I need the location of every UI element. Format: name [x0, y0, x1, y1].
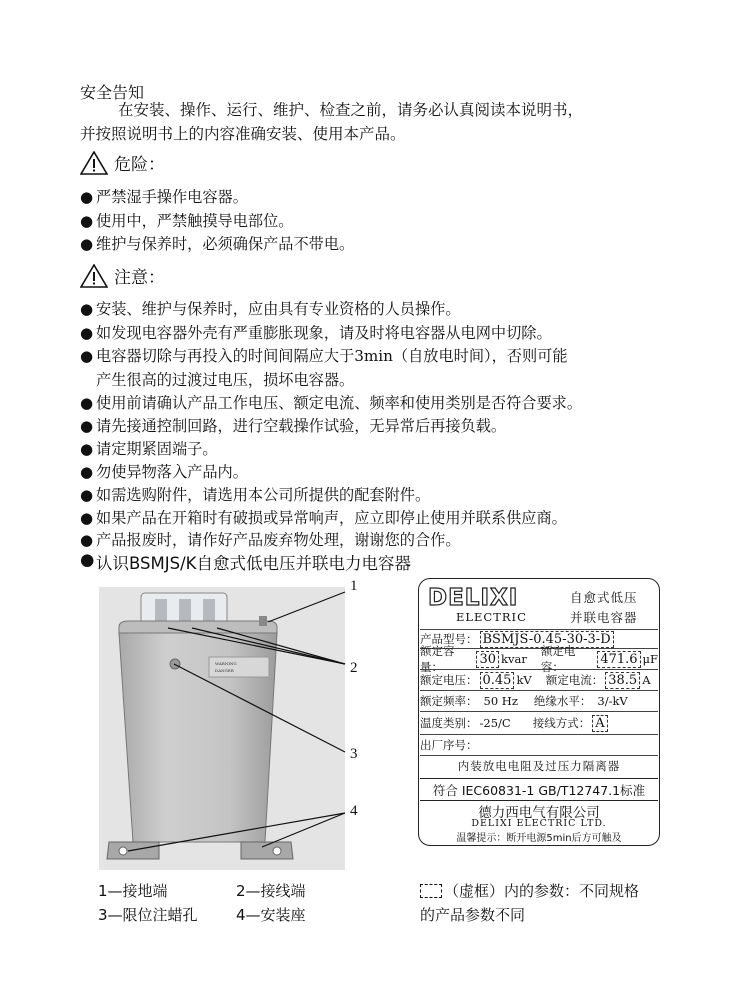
svg-text:DANGER: DANGER	[215, 668, 234, 673]
capacitor-illustration	[99, 587, 345, 870]
danger-item: ● 维护与保养时，必须确保产品不带电。	[80, 235, 355, 253]
legend-item-3: 3—限位注蜡孔	[98, 906, 198, 924]
serial-row: 出厂序号：	[420, 734, 658, 755]
danger-item: ● 严禁湿手操作电容器。	[80, 188, 248, 206]
dashed-box-icon	[420, 884, 442, 898]
plate-title: 自愈式低压 并联电容器	[570, 590, 638, 625]
danger-heading	[80, 150, 165, 175]
warning-triangle-icon	[80, 264, 108, 288]
danger-item: ● 使用中，严禁触摸导电部位。	[80, 212, 294, 230]
caution-item: ● 勿使异物落入产品内。	[80, 463, 248, 481]
caution-item: ● 产品报废时，请作好产品废弃物处理，谢谢您的合作。	[80, 531, 461, 549]
caution-item: ● 如果产品在开箱时有破损或异常响声，应立即停止使用并联系供应商。	[80, 509, 567, 527]
callout-4: 4	[350, 803, 358, 819]
callout-1: 1	[350, 578, 358, 594]
company-cn: 德力西电气有限公司	[478, 805, 600, 821]
temperature-row: 温度类别： -25/C 接线方式： A	[420, 711, 658, 734]
caution-item: ● 如需选购附件，请选用本公司所提供的配套附件。	[80, 486, 431, 504]
brand-sub: ELECTRIC	[456, 610, 527, 624]
caution-item: ● 使用前请确认产品工作电压、额定电流、频率和使用类别是否符合要求。	[80, 394, 582, 412]
standard-row: 符合 IEC60831-1 GB/T12747.1标准	[420, 778, 658, 801]
caution-item: ● 请定期紧固端子。	[80, 440, 218, 458]
frequency-row: 额定频率： 50 Hz 绝缘水平： 3/-kV	[420, 690, 658, 711]
capacity-row: 额定容量： 30 kvar 额定电容： 471.6 μF	[420, 644, 658, 674]
legend-note-2: 的产品参数不同	[420, 906, 526, 924]
capacitor-photo	[99, 587, 345, 870]
caution-heading	[80, 263, 165, 288]
caution-item: ● 请先接通控制回路，进行空载操作试验，无异常后再接负载。	[80, 417, 507, 435]
notice-intro	[80, 98, 700, 146]
model-row: 产品型号： BSMJS-0.45-30-3-D	[420, 629, 658, 648]
plate-warning: 温馨提示：断开电源5min后方可触及	[456, 833, 622, 844]
legend-item-4: 4—安装座	[236, 906, 306, 924]
brand-logo: DELIXI	[428, 585, 519, 611]
legend-note: （虚框）内的参数：不同规格	[420, 880, 639, 901]
intro-line-2: 并按照说明书上的内容准确安装、使用本产品。	[80, 125, 406, 143]
notice-title: 安全告知	[80, 83, 145, 102]
section-heading: ● 认识BSMJS/K自愈式低电压并联电力电容器	[80, 550, 411, 573]
caution-item: ● 如发现电容器外壳有严重膨胀现象，请及时将电容器从电网中切除。	[80, 324, 552, 342]
svg-text:WARNING: WARNING	[215, 661, 237, 666]
callout-3: 3	[350, 746, 358, 762]
callout-2: 2	[350, 660, 358, 676]
danger-heading-label: 危险：	[114, 155, 165, 175]
caution-item: ● 安装、维护与保养时，应由具有专业资格的人员操作。	[80, 300, 461, 318]
intro-line-1: 在安装、操作、运行、维护、检查之前，请务必认真阅读本说明书，	[118, 101, 584, 119]
inner-note-row: 内装放电电阻及过压力隔离器	[420, 755, 658, 776]
caution-heading-label: 注意：	[114, 268, 165, 288]
voltage-row: 额定电压： 0.45 kV 额定电流： 38.5 A	[420, 669, 658, 690]
warning-triangle-icon	[80, 151, 108, 175]
legend-item-1: 1—接地端	[98, 882, 168, 900]
caution-item-continued: 产生很高的过渡过电压，损坏电容器。	[96, 371, 355, 389]
legend-item-2: 2—接线端	[236, 882, 306, 900]
caution-item: ● 电容器切除与再投入的时间间隔应大于3min（自放电时间），否则可能	[80, 347, 568, 365]
company-en: DELIXI ELECTRIC LTD.	[471, 818, 607, 829]
